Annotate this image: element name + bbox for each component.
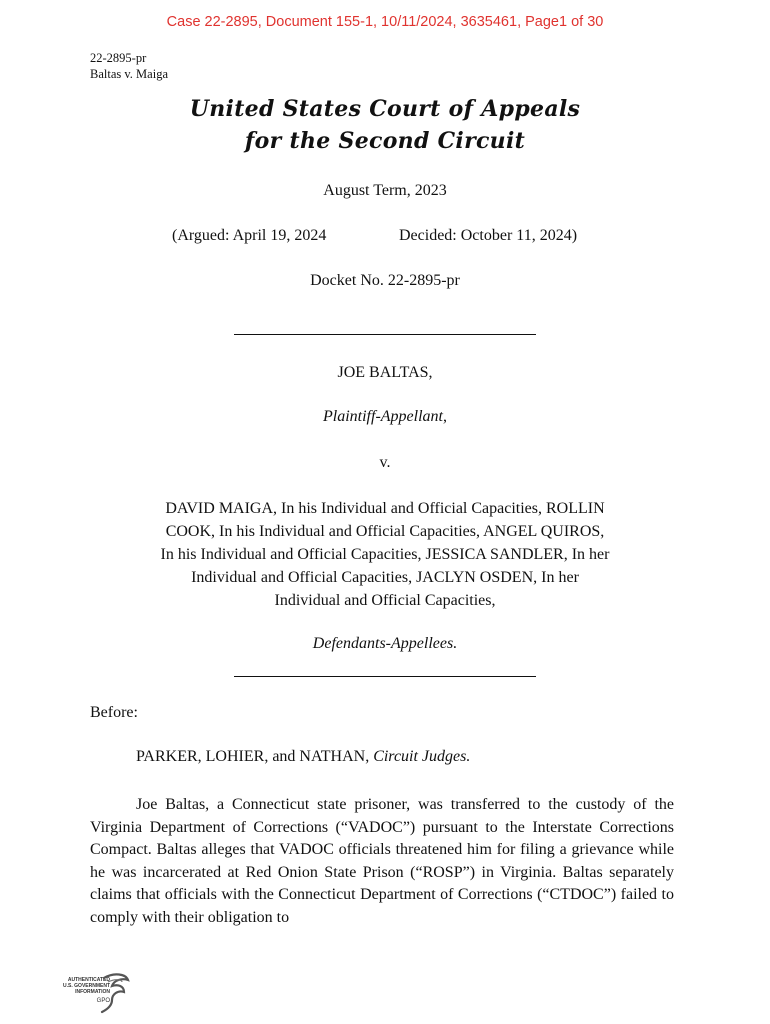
gpo-seal-line: U.S. GOVERNMENT (63, 983, 110, 989)
caption-docket: 22-2895-pr (90, 51, 147, 65)
defendants-role-text: Defendants-Appellees. (312, 635, 458, 652)
plaintiff-role (0, 408, 770, 426)
opinion-opening-paragraph: Joe Baltas, a Connecticut state prisoner, was transferred to the custody of the Virginia Department of Corrections (“VADOC”) pursuant to the Interstate Corrections Compact. Baltas alleges that VADOC officials threatened him for filing a grievance while he was incarcerated at Red Onion State Prison (“ROSP”) in Virginia. Baltas separately claims that officials with the Connecticut Department of Corrections (“CTDOC”) failed to comply with their obligation to (90, 796, 674, 926)
court-name-line2: for the Second Circuit (244, 128, 526, 154)
gpo-seal-line: AUTHENTICATED (67, 977, 110, 983)
defendants-line: Individual and Official Capacities, JACLYN OSDEN, In her (191, 569, 579, 586)
defendants-line: Individual and Official Capacities, (274, 592, 496, 609)
divider-bottom (234, 676, 536, 677)
versus: v. (379, 454, 391, 471)
divider-top (234, 334, 536, 335)
term: August Term, 2023 (323, 182, 447, 199)
defendants-line: In his Individual and Official Capacities, JESSICA SANDLER, In her (160, 546, 610, 563)
plaintiff-name: JOE BALTAS, (337, 364, 433, 381)
plaintiff-role-text: Plaintiff-Appellant (323, 408, 443, 425)
argued-date: (Argued: April 19, 2024 (172, 227, 327, 244)
gpo-authentication-seal (44, 972, 130, 1016)
plaintiff-role-suffix: , (442, 408, 447, 425)
judges-names: PARKER, LOHIER, and NATHAN, (136, 748, 374, 765)
judges-panel (136, 748, 470, 766)
court-name-line1: United States Court of Appeals (189, 96, 581, 122)
defendants-role (0, 635, 770, 653)
gpo-seal-mark: GPO (96, 998, 110, 1004)
caption-block (90, 50, 168, 82)
before-label: Before: (90, 704, 138, 721)
defendants-list (120, 497, 650, 612)
judges-title: Circuit Judges. (373, 748, 471, 765)
defendants-line: COOK, In his Individual and Official Capacities, ANGEL QUIROS, (165, 523, 605, 540)
caption-short-title: Baltas v. Maiga (90, 67, 168, 81)
eagle-icon (100, 972, 130, 1016)
gpo-seal-line: INFORMATION (75, 989, 110, 995)
case-header-stamp: Case 22-2895, Document 155-1, 10/11/2024, 3635461, Page1 of 30 (166, 14, 604, 30)
defendants-line: DAVID MAIGA, In his Individual and Official Capacities, ROLLIN (165, 500, 605, 517)
decided-date: Decided: October 11, 2024) (399, 227, 578, 244)
docket-number: Docket No. 22-2895-pr (310, 272, 460, 289)
